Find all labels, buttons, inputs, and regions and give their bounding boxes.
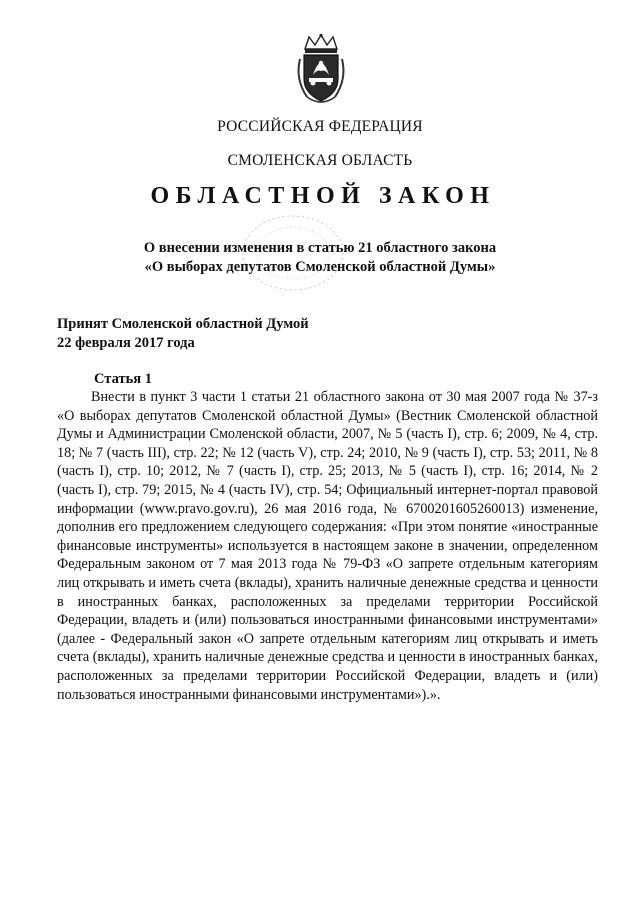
adoption-statement: Принят Смоленской областной Думой (57, 316, 309, 332)
article-body: Внести в пункт 3 части 1 статьи 21 областного закона от 30 мая 2007 года № 37-з «О выборах депутатов Смоленской областной Думы» (Вестник Смоленской областной Думы и Администрации Смоленской области, 2007, № 5 (часть I), стр. 6; 2009, № 4, стр. 18; № 7 (часть III), стр. 22; № 12 (часть V), стр. 24; 2010, № 9 (часть I), стр. 53; 2011, № 8 (часть I), стр. 10; 2012, № 7 (часть I), стр. 25; 2013, № 5 (часть I), стр. 16; 2014, № 2 (часть I), стр. 79; 2015, № 4 (часть IV), стр. 54; Официальный интернет-портал правовой информации (www.pravo.gov.ru), 26 мая 2016 года, № 6700201605260013) изменение, дополнив его предложением следующего содержания: «При этом понятие «иностранные финансовые инструменты» используется в настоящем законе в значении, определенном Федеральным законом от 7 мая 2013 года № 79-ФЗ «О запрете отдельным категориям лиц открывать и иметь счета (вклады), хранить наличные денежные средства и ценности в иностранных банках, расположенных за пределами территории Российской Федерации, владеть и (или) пользоваться иностранными финансовыми инструментами» (далее - Федеральный закон «О запрете отдельным категориям лиц открывать и иметь счета (вклады), хранить наличные денежные средства и ценности в иностранных банках, расположенных за пределами территории Российской Федерации, владеть и (или) пользоваться иностранными финансовыми инструментами»).». (57, 389, 598, 703)
region-name: СМОЛЕНСКАЯ ОБЛАСТЬ (227, 152, 413, 169)
law-title-line-2: «О выборах депутатов Смоленской областной Думы» (144, 259, 496, 275)
article-heading: Статья 1 (94, 371, 152, 387)
adoption-date: 22 февраля 2017 года (57, 335, 195, 351)
country-name: РОССИЙСКАЯ ФЕДЕРАЦИЯ (217, 118, 423, 135)
law-title-line-1: О внесении изменения в статью 21 областного закона (143, 240, 497, 256)
smolensk-coat-of-arms-icon (291, 33, 351, 107)
document-type-heading: ОБЛАСТНОЙ ЗАКОН (150, 183, 496, 209)
